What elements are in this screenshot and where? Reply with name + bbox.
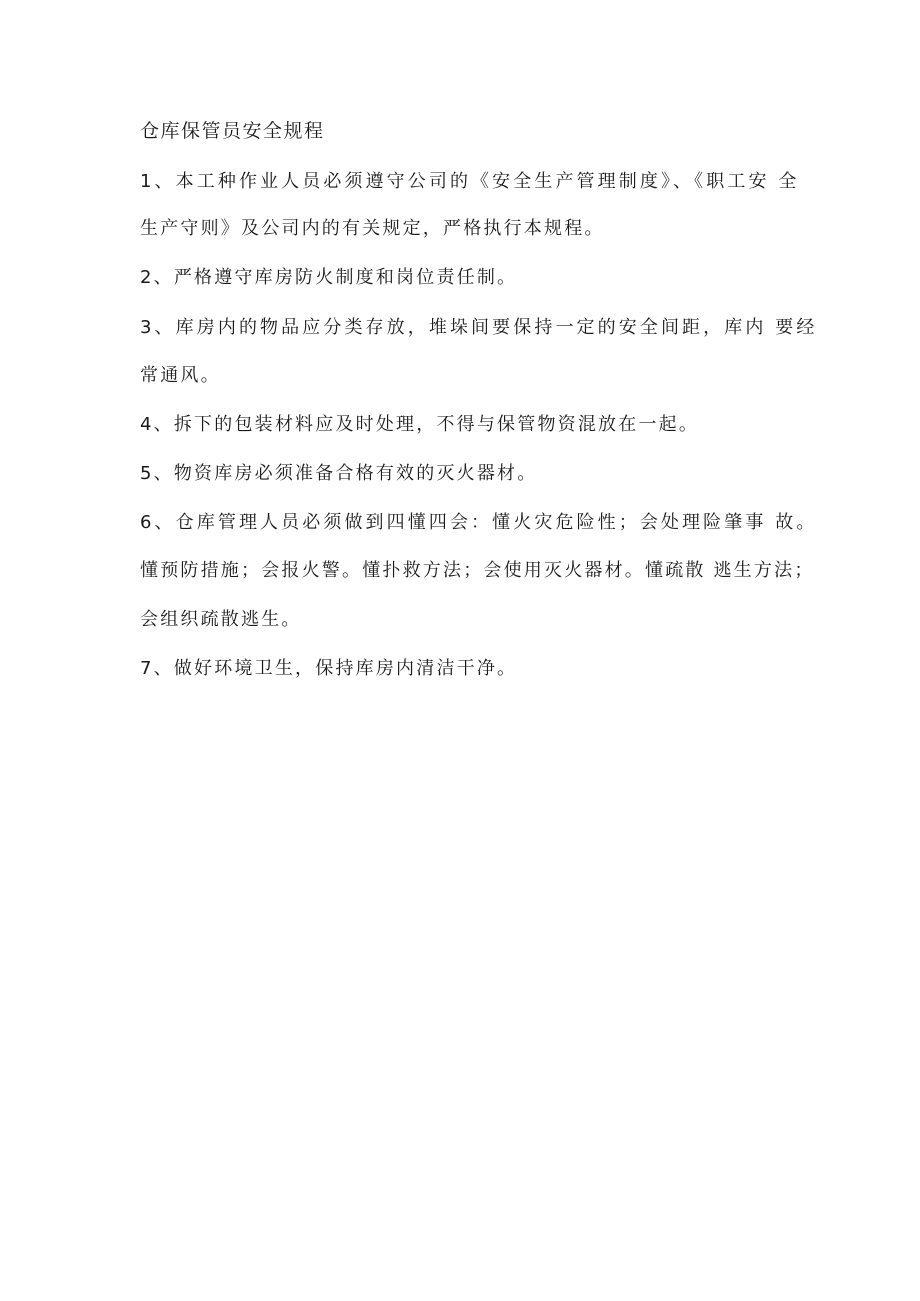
rule-1-line-1: 1、本工种作业人员必须遵守公司的《安全生产管理制度》、《职工安 全 xyxy=(140,171,800,192)
rule-6-line-3: 会组织疏散逃生。 xyxy=(140,609,302,630)
document-title: 仓库保管员安全规程 xyxy=(140,120,325,142)
rule-3-line-2: 常通风。 xyxy=(140,365,221,386)
rule-1-line-2: 生产守则》及公司内的有关规定，严格执行本规程。 xyxy=(140,218,605,239)
rule-6-line-2: 懂预防措施；会报火警。懂扑救方法；会使用灭火器材。懂疏散 逃生方法； xyxy=(140,560,815,581)
rule-2-line-1: 2、严格遵守库房防火制度和岗位责任制。 xyxy=(140,267,518,288)
rule-4-line-1: 4、拆下的包装材料应及时处理，不得与保管物资混放在一起。 xyxy=(140,414,700,435)
rule-7-line-1: 7、做好环境卫生，保持库房内清洁干净。 xyxy=(140,658,518,679)
rule-5-line-1: 5、物资库房必须准备合格有效的灭火器材。 xyxy=(140,463,538,484)
rule-3-line-1: 3、库房内的物品应分类存放，堆垛间要保持一定的安全间距，库内 要经 xyxy=(140,317,818,338)
rule-6-line-1: 6、仓库管理人员必须做到四懂四会：懂火灾危险性；会处理险肇事 故。 xyxy=(140,512,818,533)
